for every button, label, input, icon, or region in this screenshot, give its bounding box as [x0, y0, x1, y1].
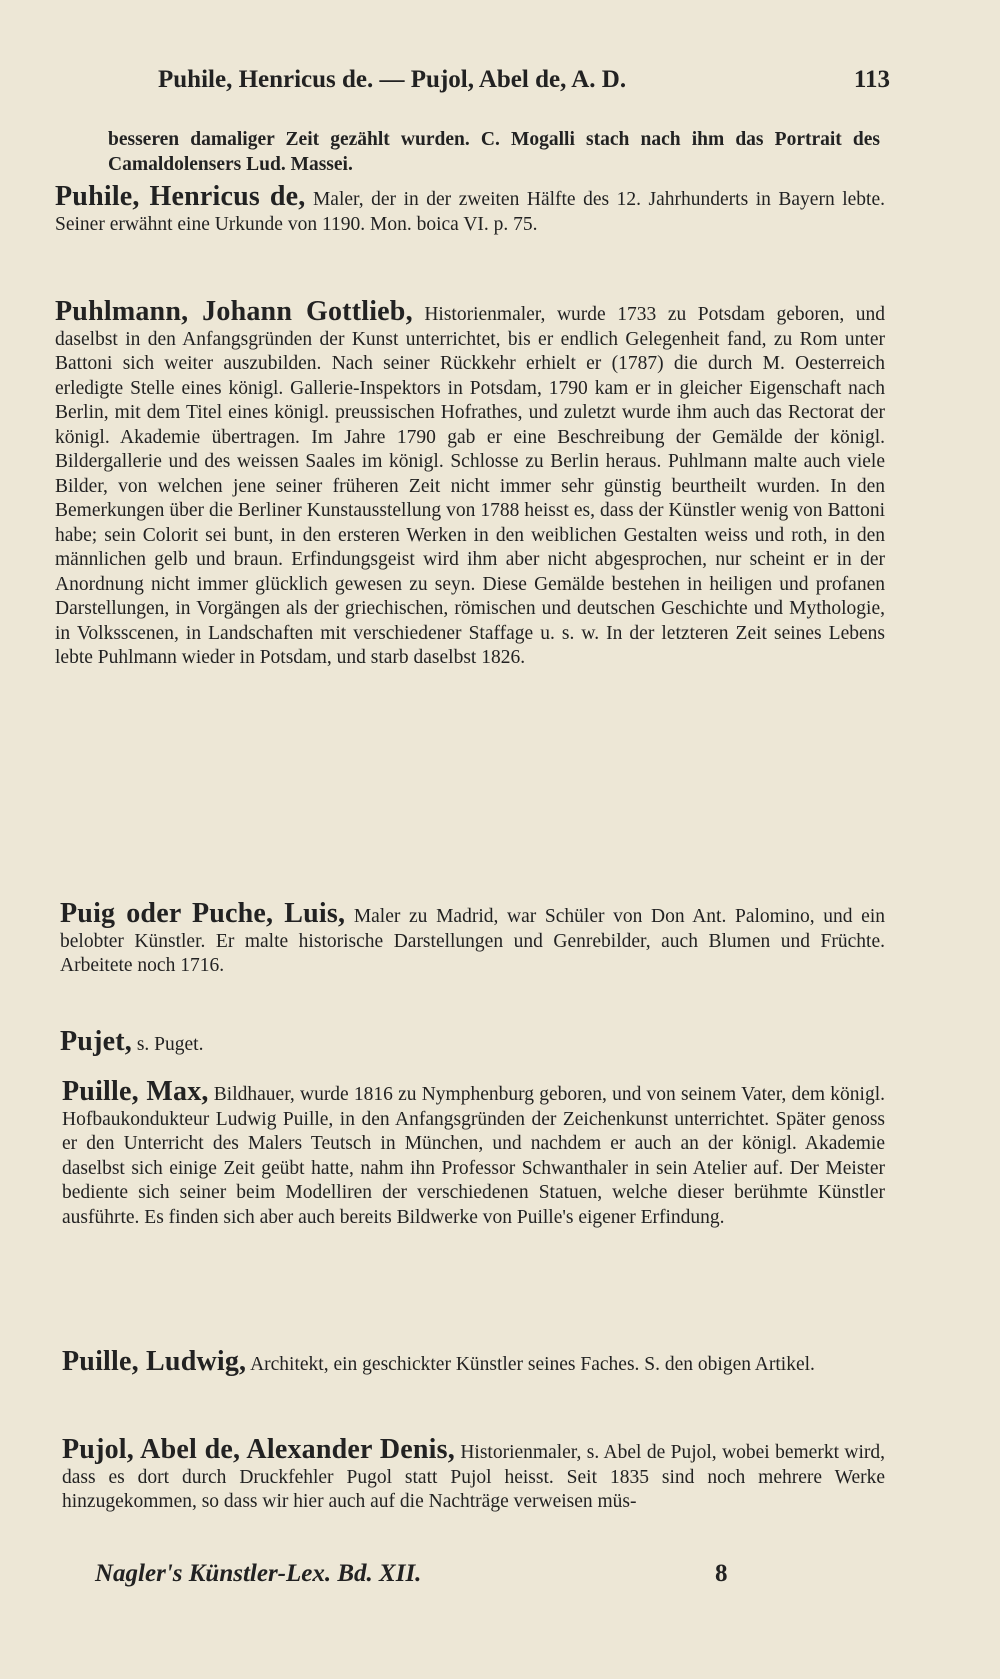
entry-text: Historienmaler, wurde 1733 zu Potsdam geboren, und daselbst in den Anfangsgründen der Kunst unterrichtet, bis er endlich Gelegenheit fand, zu Rom unter Battoni sich weiter auszubilden. Nach seiner Rückkehr erhielt er (1787) die durch M. Oesterreich erledigte Stelle eines königl. Gallerie-Inspektors in Potsdam, 1790 kam er in gleicher Eigenschaft nach Berlin, mit dem Titel eines königl. preussischen Hofrathes, und zuletzt wurde ihm auch das Rectorat der königl. Akademie übertragen. Im Jahre 1790 gab er eine Beschreibung der Gemälde der königl. Bildergallerie und des weissen Saales im königl. Schlosse zu Berlin heraus. Puhlmann malte auch viele Bilder, von welchen jene seiner früheren Zeit nicht immer sehr günstig beurtheilt wurden. In den Bemerkungen über die Berliner Kunstausstellung von 1788 heisst es, dass der Künstler wenig von Battoni habe; sein Colorit sei bunt, in den ersteren Werken in den weiblichen Gestalten weiss und roth, in den männlichen gelb und braun. Erfindungsgeist wird ihm aber nicht abgesprochen, nur scheint er in der Anordnung nicht immer glücklich gewesen zu seyn. Diese Gemälde bestehen in heiligen und profanen Darstellungen, in Vorgängen als der griechischen, römischen und deutschen Geschichte und Mythologie, in Volksscenen, in Landschaften mit verschiedener Staffage u. s. w. In der letzteren Zeit seines Lebens lebte Puhlmann wieder in Potsdam, und starb daselbst 1826.: [55, 304, 886, 668]
entry-text: Bildhauer, wurde 1816 zu Nymphenburg geboren, und von seinem Vater, dem königl. Hofbaukondukteur Ludwig Puille, in den Anfangsgründen der Zeichenkunst unterrichtet. Später genoss er den Unterricht des Malers Teutsch in München, und nachdem er auch an der königl. Akademie daselbst sich einige Zeit geübt hatte, nahm ihn Professor Schwanthaler in sein Atelier auf. Der Meister bediente sich seiner beim Modelliren der verschiedenen Statuen, welche dieser berühmte Künstler ausführte. Es finden sich aber auch bereits Bildwerke von Puille's eigener Erfindung.: [62, 1084, 885, 1228]
entry-puhlmann: [55, 296, 886, 671]
entry-puhile: [55, 181, 886, 237]
entry-text: Maler zu Madrid, war Schüler von Don Ant. Palomino, und ein belobter Künstler. Er malte historische Darstellungen und Genrebilder, auch Blumen und Früchte. Arbeitete noch 1716.: [60, 906, 885, 976]
entry-puille-max: [62, 1076, 885, 1230]
running-title: Puhile, Henricus de. — Pujol, Abel de, A. D.: [158, 66, 627, 93]
entry-pujol: [62, 1434, 885, 1515]
entry-headword: Pujet,: [60, 1026, 132, 1057]
entry-headword: Puille, Ludwig,: [62, 1346, 247, 1377]
entry-text: Maler, der in der zweiten Hälfte des 12. Jahrhunderts in Bayern lebte. Seiner erwähnt eine Urkunde von 1190. Mon. boica VI. p. 75.: [55, 189, 886, 235]
entry-headword: Puhile, Henricus de,: [55, 181, 306, 212]
entry-pujet: [60, 1026, 885, 1058]
footer: [95, 1560, 745, 1588]
entry-text: s. Puget.: [136, 1034, 204, 1055]
running-header: [150, 64, 890, 98]
entry-headword: Puille, Max,: [62, 1076, 209, 1107]
entry-text: Historienmaler, s. Abel de Pujol, wobei bemerkt wird, dass es dort durch Druckfehler Pugol statt Pujol heisst. Seit 1835 sind noch mehrere Werke hinzugekommen, so dass wir hier auch auf die Nachträge verweisen müs-: [62, 1442, 885, 1512]
entry-headword: Puig oder Puche, Luis,: [60, 898, 346, 929]
sheet-mark: 8: [715, 1560, 728, 1587]
signature-title: Nagler's Künstler-Lex. Bd. XII.: [95, 1560, 422, 1587]
continuation-paragraph: besseren damaliger Zeit gezählt wurden. C. Mogalli stach nach ihm das Portrait des Camaldolensers Lud. Massei.: [108, 129, 880, 175]
entry-headword: Pujol, Abel de, Alexander Denis,: [62, 1434, 455, 1465]
entry-puig: [60, 898, 885, 979]
page-number: 113: [853, 66, 890, 93]
entry-puille-ludwig: [62, 1346, 885, 1378]
entry-headword: Puhlmann, Johann Gottlieb,: [55, 296, 413, 327]
entry-text: Architekt, ein geschickter Künstler seines Faches. S. den obigen Artikel.: [250, 1354, 815, 1375]
